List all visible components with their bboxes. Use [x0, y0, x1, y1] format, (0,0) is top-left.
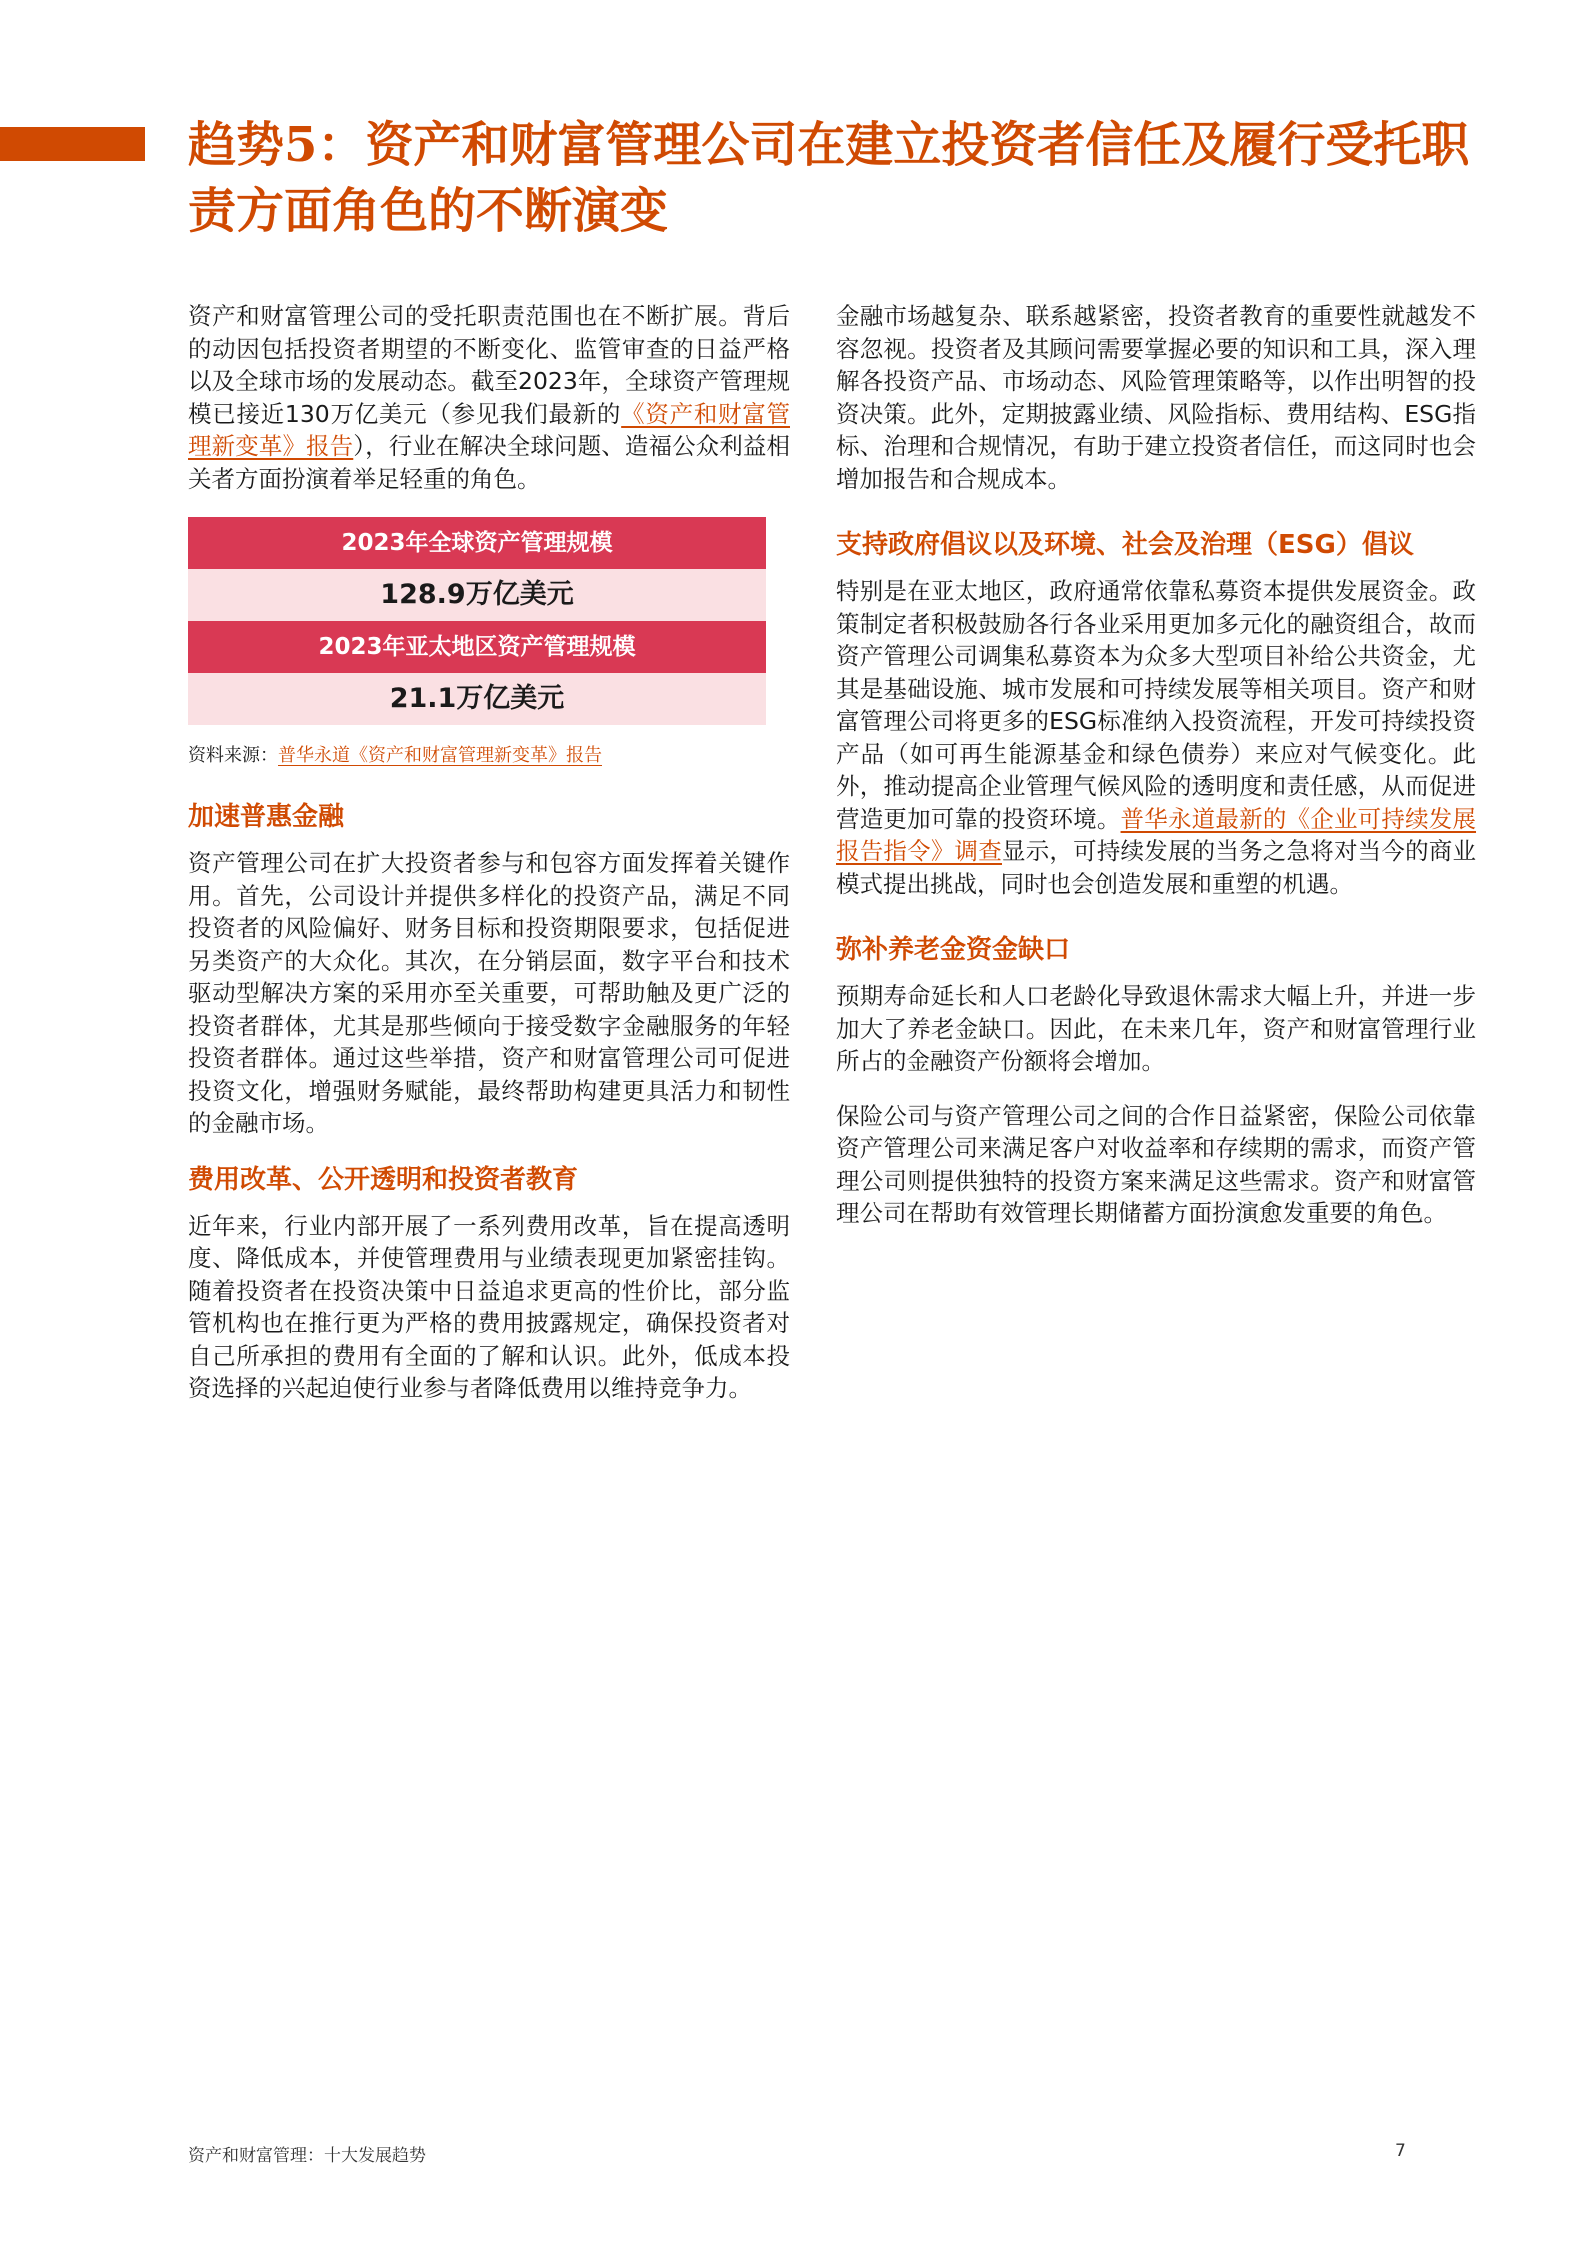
section-text-fees: 近年来，行业内部开展了一系列费用改革，旨在提高透明度、降低成本，并使管理费用与业绩表现更加紧密挂钩。随着投资者在投资决策中日益追求更高的性价比，部分监管机构也在推行更为严格的费用披露规定，确保投资者对自己所承担的费用有全面的了解和认识。此外，低成本投资选择的兴起迫使行业参与者降低费用以维持竞争力。: [188, 1211, 790, 1402]
section-heading-inclusion: 加速普惠金融: [188, 802, 345, 832]
page-title: 趋势5：资产和财富管理公司在建立投资者信任及履行受托职责方面角色的不断演变: [188, 117, 1470, 239]
footer-title: 资产和财富管理：十大发展趋势: [188, 2146, 426, 2166]
report-link[interactable]: 《资产和财富管理新变革》报告: [188, 399, 790, 460]
apac-aum-value: 21.1万亿美元: [188, 673, 766, 725]
section-text-esg: [836, 575, 1476, 900]
intro-text-start: 资产和财富管理公司的受托职责范围也在不断扩展。背后的动因包括投资者期望的不断变化、监管审查的日益严格以及全球市场的发展动态。截至2023年，全球资产管理规模已接近130万亿美元（参见我们最新的: [188, 302, 790, 428]
global-aum-label: 2023年全球资产管理规模: [188, 517, 766, 569]
intro-text-end: ），行业在解决全球问题、造福公众利益相关者方面扮演着举足轻重的角色。: [188, 432, 791, 493]
section-heading-esg: 支持政府倡议以及环境、社会及治理（ESG）倡议: [836, 530, 1414, 560]
title-accent-bar: [0, 127, 145, 161]
left-column: [188, 300, 790, 1427]
source-prefix: 资料来源：: [188, 745, 278, 766]
global-aum-value: 128.9万亿美元: [188, 569, 766, 621]
continuation-paragraph: 金融市场越复杂、联系越紧密，投资者教育的重要性就越发不容忽视。投资者及其顾问需要掌握必要的知识和工具，深入理解各投资产品、市场动态、风险管理策略等，以作出明智的投资决策。此外，定期披露业绩、风险指标、费用结构、ESG指标、治理和合规情况，有助于建立投资者信任，而这同时也会增加报告和合规成本。: [836, 302, 1476, 493]
section-text-inclusion: 资产管理公司在扩大投资者参与和包容方面发挥着关键作用。首先，公司设计并提供多样化的投资产品，满足不同投资者的风险偏好、财务目标和投资期限要求，包括促进另类资产的大众化。其次，在分销层面，数字平台和技术驱动型解决方案的采用亦至关重要，可帮助触及更广泛的投资者群体，尤其是那些倾向于接受数字金融服务的年轻投资者群体。通过这些举措，资产和财富管理公司可促进投资文化，增强财务赋能，最终帮助构建更具活力和韧性的金融市场。: [188, 849, 790, 1137]
source-note: [188, 743, 790, 769]
section-text-pension-1: 预期寿命延长和人口老龄化导致退休需求大幅上升，并进一步加大了养老金缺口。因此，在未来几年，资产和财富管理行业所占的金融资产份额将会增加。: [836, 982, 1476, 1075]
page-number: 7: [1395, 2141, 1406, 2161]
apac-aum-label: 2023年亚太地区资产管理规模: [188, 621, 766, 673]
right-column: [836, 300, 1476, 1252]
esg-text-end: 显示，可持续发展的当务之急将对当今的商业模式提出挑战，同时也会创造发展和重塑的机遇。: [836, 837, 1477, 898]
csrd-survey-link[interactable]: 普华永道最新的《企业可持续发展报告指令》调查: [836, 804, 1477, 865]
section-heading-fees: 费用改革、公开透明和投资者教育: [188, 1164, 579, 1195]
source-link[interactable]: 普华永道《资产和财富管理新变革》报告: [278, 745, 602, 766]
section-heading-pension: 弥补养老金资金缺口: [836, 935, 1071, 965]
section-text-pension-2: 保险公司与资产管理公司之间的合作日益紧密，保险公司依靠资产管理公司来满足客户对收益率和存续期的需求，而资产管理公司则提供独特的投资方案来满足这些需求。资产和财富管理公司在帮助有效管理长期储蓄方面扮演愈发重要的角色。: [836, 1101, 1476, 1227]
intro-paragraph: [188, 300, 790, 495]
aum-stat-box: [188, 517, 766, 725]
esg-text-start: 特别是在亚太地区，政府通常依靠私募资本提供发展资金。政策制定者积极鼓励各行各业采用更加多元化的融资组合，故而资产管理公司调集私募资本为众多大型项目补给公共资金，尤其是基础设施、城市发展和可持续发展等相关项目。资产和财富管理公司将更多的ESG标准纳入投资流程，开发可持续投资产品（如可再生能源基金和绿色债券）来应对气候变化。此外，推动提高企业管理气候风险的透明度和责任感，从而促进营造更加可靠的投资环境。: [836, 577, 1476, 833]
